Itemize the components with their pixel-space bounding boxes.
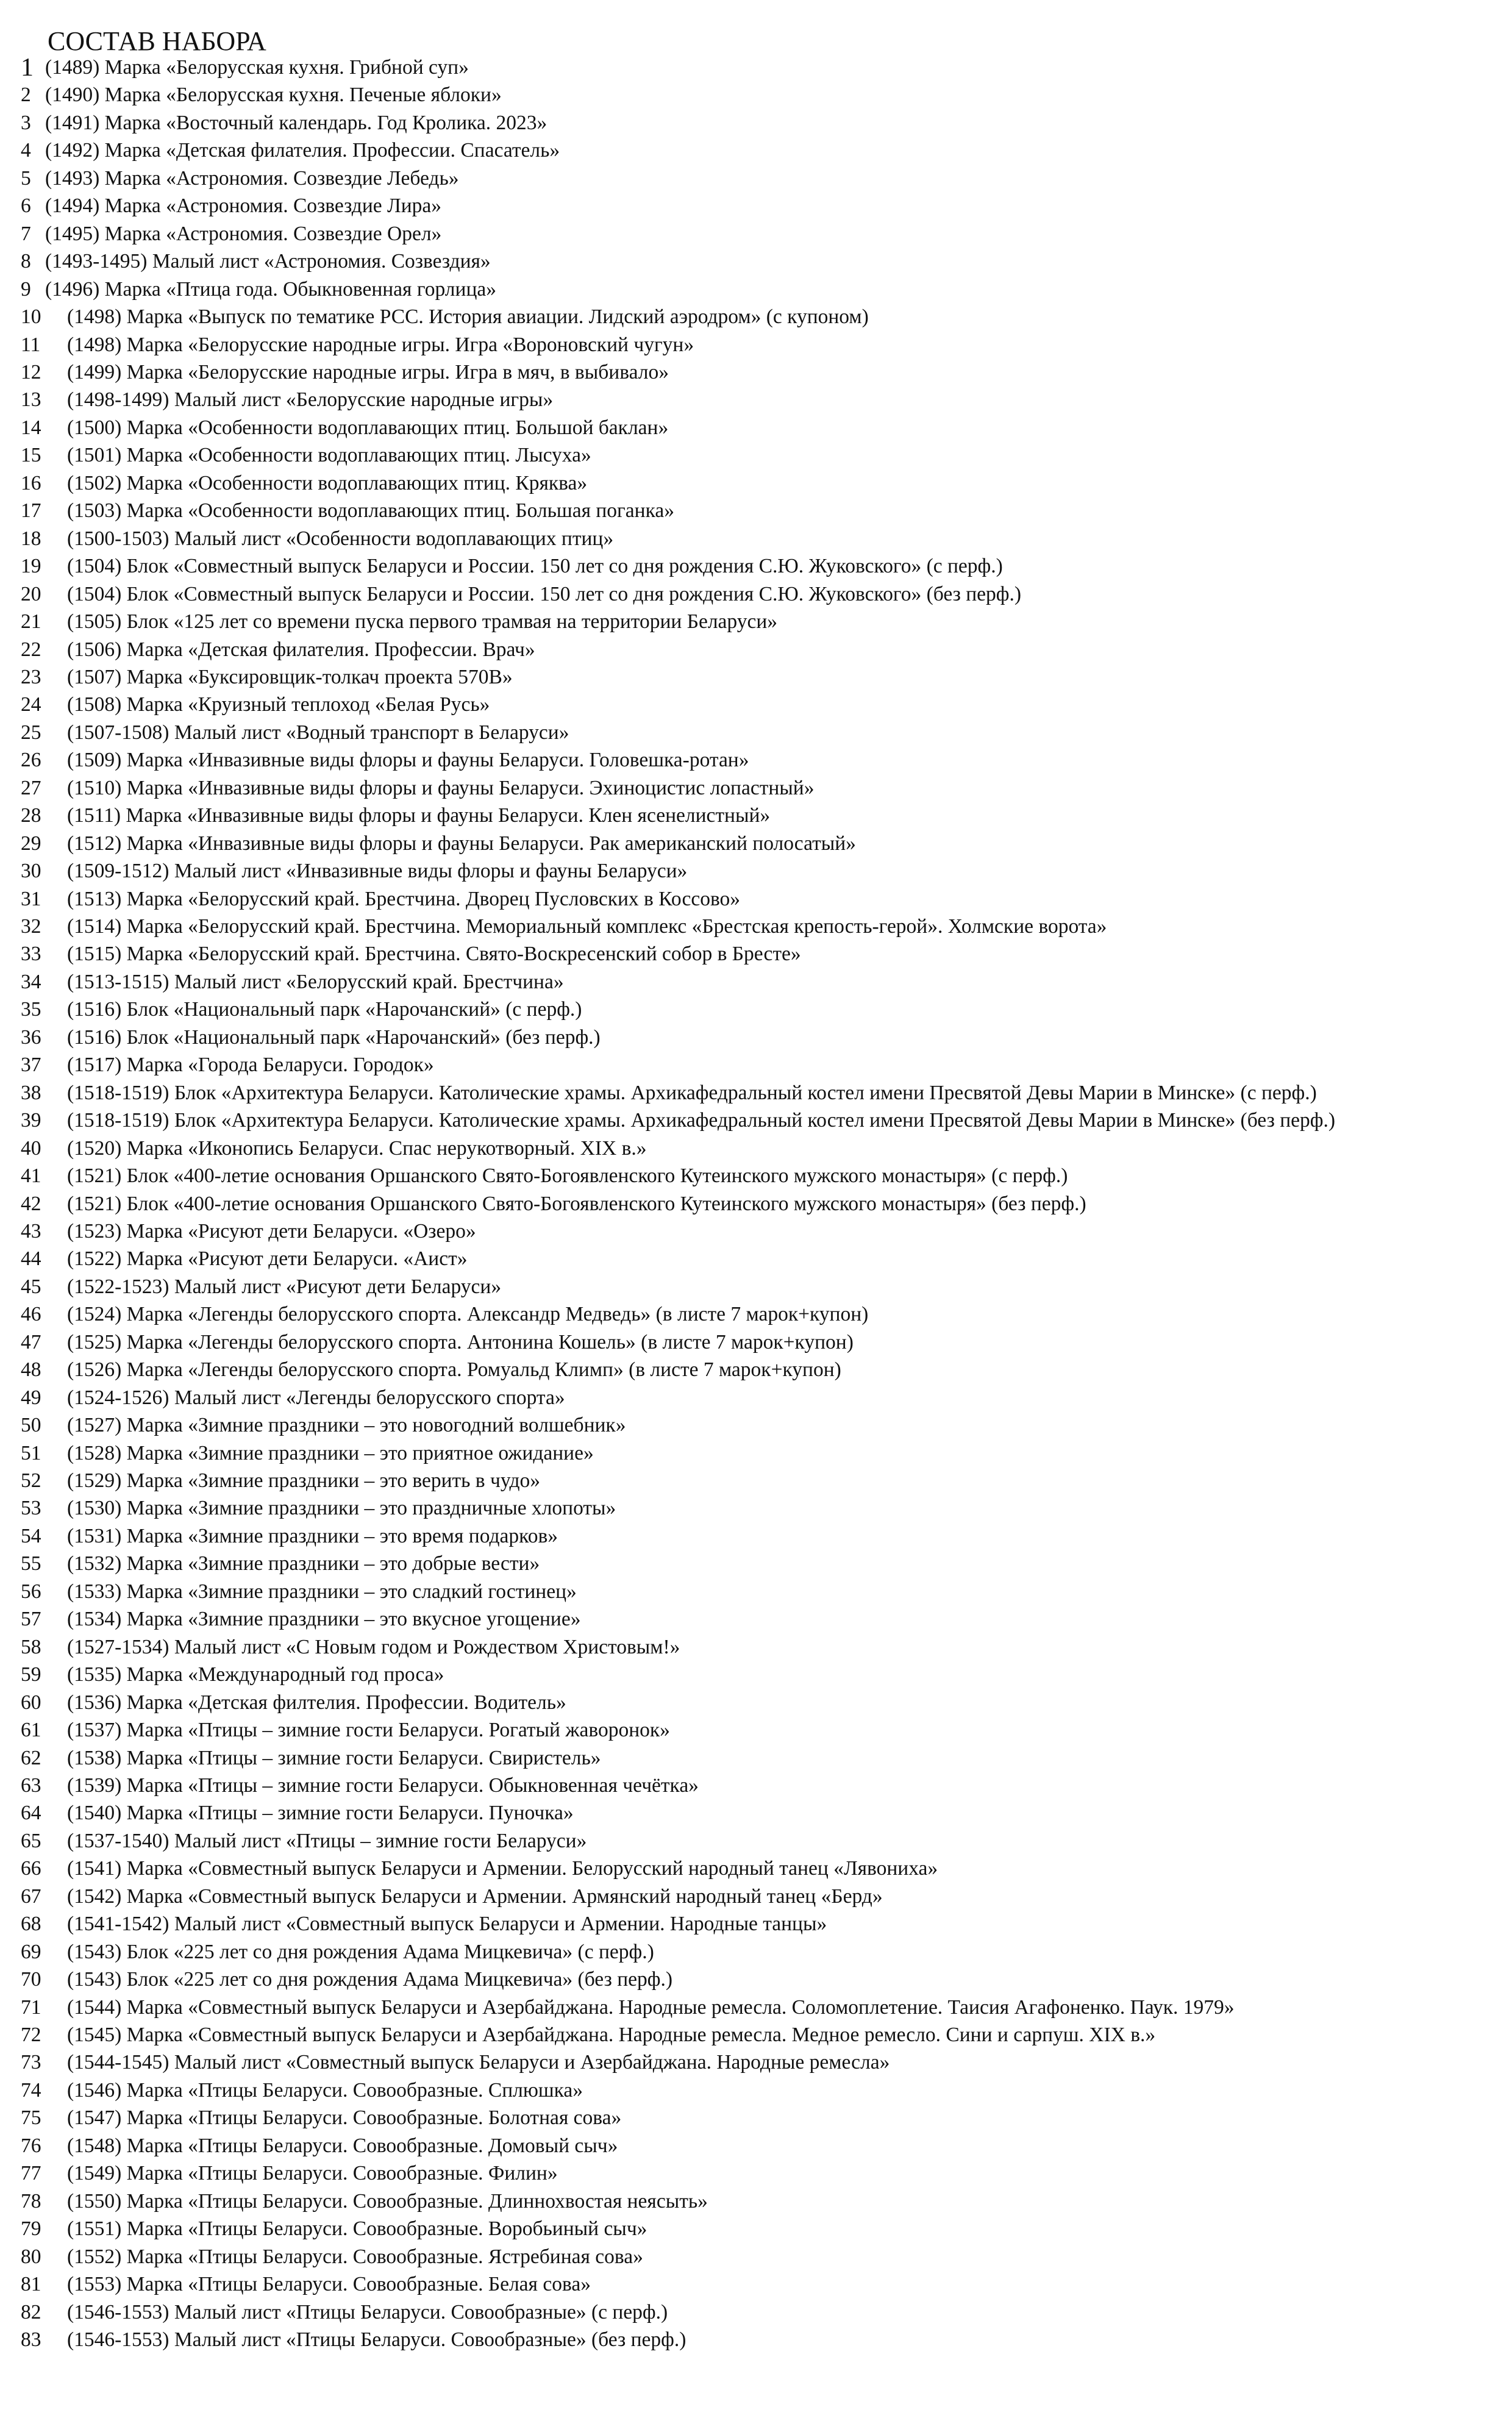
page-title: СОСТАВ НАБОРА bbox=[48, 26, 266, 56]
item-number: 32 bbox=[21, 915, 41, 938]
item-text: (1537-1540) Малый лист «Птицы – зимние гости Беларуси» bbox=[67, 1829, 587, 1852]
item-text: (1507) Марка «Буксировщик-толкач проекта 570В» bbox=[67, 665, 513, 688]
item-text: (1500-1503) Малый лист «Особенности водоплавающих птиц» bbox=[67, 527, 614, 550]
item-text: (1498) Марка «Белорусские народные игры. Игра «Вороновский чугун» bbox=[67, 333, 694, 356]
item-number: 53 bbox=[21, 1497, 41, 1520]
item-number: 18 bbox=[21, 527, 41, 550]
item-text: (1504) Блок «Совместный выпуск Беларуси и России. 150 лет со дня рождения С.Ю. Жуковского» (без перф.) bbox=[67, 582, 1022, 605]
item-text: (1547) Марка «Птицы Беларуси. Совообразные. Болотная сова» bbox=[67, 2106, 622, 2130]
item-number: 73 bbox=[21, 2051, 41, 2074]
item-number: 26 bbox=[21, 749, 41, 772]
item-number: 9 bbox=[21, 277, 31, 301]
item-text: (1532) Марка «Зимние праздники – это добрые вести» bbox=[67, 1552, 540, 1575]
item-text: (1538) Марка «Птицы – зимние гости Беларуси. Свиристель» bbox=[67, 1746, 601, 1769]
item-text: (1498-1499) Малый лист «Белорусские народные игры» bbox=[67, 388, 554, 412]
item-number: 56 bbox=[21, 1580, 41, 1603]
item-text: (1495) Марка «Астрономия. Созвездие Орел» bbox=[45, 222, 442, 245]
item-number: 58 bbox=[21, 1635, 41, 1658]
item-text: (1520) Марка «Иконопись Беларуси. Спас нерукотворный. XIX в.» bbox=[67, 1136, 647, 1160]
item-text: (1503) Марка «Особенности водоплавающих птиц. Большая поганка» bbox=[67, 499, 674, 522]
item-text: (1509-1512) Малый лист «Инвазивные виды флоры и фауны Беларуси» bbox=[67, 860, 688, 883]
item-number: 11 bbox=[21, 333, 41, 356]
item-text: (1534) Марка «Зимние праздники – это вкусное угощение» bbox=[67, 1608, 581, 1631]
item-text: (1524-1526) Малый лист «Легенды белорусского спорта» bbox=[67, 1386, 565, 1409]
item-text: (1546-1553) Малый лист «Птицы Беларуси. Совообразные» (без перф.) bbox=[67, 2328, 686, 2351]
item-number: 23 bbox=[21, 665, 41, 688]
item-text: (1521) Блок «400-летие основания Оршанского Свято-Богоявленского Кутеинского мужского монастыря» (с перф.) bbox=[67, 1164, 1068, 1187]
item-text: (1543) Блок «225 лет со дня рождения Адама Мицкевича» (без перф.) bbox=[67, 1968, 672, 1991]
item-number: 12 bbox=[21, 361, 41, 383]
item-text: (1540) Марка «Птицы – зимние гости Беларуси. Пуночка» bbox=[67, 1802, 574, 1825]
item-number: 36 bbox=[21, 1025, 41, 1049]
item-number: 27 bbox=[21, 776, 41, 799]
item-number: 82 bbox=[21, 2300, 41, 2323]
item-number: 8 bbox=[21, 250, 31, 273]
item-number: 67 bbox=[21, 1885, 41, 1908]
item-text: (1500) Марка «Особенности водоплавающих птиц. Большой баклан» bbox=[67, 416, 669, 439]
item-number: 49 bbox=[21, 1386, 41, 1409]
item-number: 15 bbox=[21, 444, 41, 467]
item-number: 74 bbox=[21, 2078, 41, 2102]
item-text: (1546-1553) Малый лист «Птицы Беларуси. Совообразные» (с перф.) bbox=[67, 2300, 668, 2323]
item-number: 75 bbox=[21, 2106, 41, 2130]
item-number: 25 bbox=[21, 721, 41, 744]
item-number: 51 bbox=[21, 1441, 41, 1464]
item-text: (1509) Марка «Инвазивные виды флоры и фауны Беларуси. Головешка-ротан» bbox=[67, 749, 749, 772]
item-text: (1506) Марка «Детская филателия. Профессии. Врач» bbox=[67, 638, 535, 661]
item-text: (1546) Марка «Птицы Беларуси. Совообразные. Сплюшка» bbox=[67, 2078, 583, 2102]
item-text: (1537) Марка «Птицы – зимние гости Беларуси. Рогатый жаворонок» bbox=[67, 1719, 670, 1741]
item-number: 71 bbox=[21, 1995, 41, 2019]
item-text: (1527) Марка «Зимние праздники – это новогодний волшебник» bbox=[67, 1414, 626, 1437]
item-text: (1515) Марка «Белорусский край. Брестчина. Свято-Воскресенский собор в Бресте» bbox=[67, 943, 801, 966]
item-number: 38 bbox=[21, 1081, 41, 1104]
item-number: 14 bbox=[21, 416, 41, 439]
item-text: (1541-1542) Малый лист «Совместный выпуск Беларуси и Армении. Народные танцы» bbox=[67, 1913, 827, 1936]
item-number: 40 bbox=[21, 1136, 41, 1160]
item-text: (1507-1508) Малый лист «Водный транспорт в Беларуси» bbox=[67, 721, 569, 744]
item-number: 31 bbox=[21, 887, 41, 910]
item-text: (1513-1515) Малый лист «Белорусский край. Брестчина» bbox=[67, 970, 564, 993]
item-number: 16 bbox=[21, 471, 41, 494]
item-number: 70 bbox=[21, 1968, 41, 1991]
item-number: 35 bbox=[21, 998, 41, 1021]
item-number: 1 bbox=[21, 54, 34, 82]
item-text: (1522) Марка «Рисуют дети Беларуси. «Аист» bbox=[67, 1247, 468, 1271]
item-number: 59 bbox=[21, 1663, 41, 1686]
item-text: (1526) Марка «Легенды белорусского спорта. Ромуальд Климп» (в листе 7 марок+купон) bbox=[67, 1358, 841, 1382]
item-text: (1518-1519) Блок «Архитектура Беларуси. Католические храмы. Архикафедральный костел имени Пресвятой Девы Марии в Минске» (без перф.) bbox=[67, 1109, 1335, 1132]
item-text: (1496) Марка «Птица года. Обыкновенная горлица» bbox=[45, 277, 496, 301]
item-text: (1536) Марка «Детская филтелия. Профессии. Водитель» bbox=[67, 1691, 566, 1714]
item-number: 54 bbox=[21, 1524, 41, 1547]
item-number: 62 bbox=[21, 1746, 41, 1769]
item-text: (1530) Марка «Зимние праздники – это праздничные хлопоты» bbox=[67, 1497, 616, 1520]
item-number: 76 bbox=[21, 2134, 41, 2157]
item-number: 44 bbox=[21, 1247, 41, 1271]
item-number: 66 bbox=[21, 1857, 41, 1880]
item-text: (1552) Марка «Птицы Беларуси. Совообразные. Ястребиная сова» bbox=[67, 2245, 643, 2268]
item-text: (1543) Блок «225 лет со дня рождения Адама Мицкевича» (с перф.) bbox=[67, 1940, 654, 1963]
item-number: 61 bbox=[21, 1719, 41, 1741]
item-number: 37 bbox=[21, 1054, 41, 1077]
item-number: 42 bbox=[21, 1192, 41, 1215]
item-number: 55 bbox=[21, 1552, 41, 1575]
item-number: 41 bbox=[21, 1164, 41, 1187]
item-text: (1516) Блок «Национальный парк «Нарочанский» (без перф.) bbox=[67, 1025, 601, 1049]
item-text: (1528) Марка «Зимние праздники – это приятное ожидание» bbox=[67, 1441, 594, 1464]
item-number: 57 bbox=[21, 1608, 41, 1631]
item-number: 80 bbox=[21, 2245, 41, 2268]
item-number: 13 bbox=[21, 388, 41, 412]
item-number: 50 bbox=[21, 1414, 41, 1437]
item-number: 65 bbox=[21, 1829, 41, 1852]
item-text: (1539) Марка «Птицы – зимние гости Беларуси. Обыкновенная чечётка» bbox=[67, 1774, 699, 1797]
item-number: 48 bbox=[21, 1358, 41, 1382]
item-number: 72 bbox=[21, 2024, 41, 2046]
item-text: (1553) Марка «Птицы Беларуси. Совообразные. Белая сова» bbox=[67, 2273, 591, 2295]
item-text: (1544-1545) Малый лист «Совместный выпуск Беларуси и Азербайджана. Народные ремесла» bbox=[67, 2051, 890, 2074]
item-text: (1550) Марка «Птицы Беларуси. Совообразные. Длиннохвостая неясыть» bbox=[67, 2189, 708, 2213]
item-number: 43 bbox=[21, 1219, 41, 1243]
item-number: 6 bbox=[21, 194, 31, 218]
item-number: 21 bbox=[21, 610, 41, 633]
item-text: (1541) Марка «Совместный выпуск Беларуси и Армении. Белорусский народный танец «Лявониха» bbox=[67, 1857, 938, 1880]
item-number: 33 bbox=[21, 943, 41, 966]
item-number: 68 bbox=[21, 1913, 41, 1936]
item-number: 2 bbox=[21, 84, 31, 107]
item-number: 30 bbox=[21, 860, 41, 883]
item-number: 69 bbox=[21, 1940, 41, 1963]
item-text: (1512) Марка «Инвазивные виды флоры и фауны Беларуси. Рак американский полосатый» bbox=[67, 832, 856, 855]
item-text: (1493-1495) Малый лист «Астрономия. Созвездия» bbox=[45, 250, 491, 273]
item-number: 17 bbox=[21, 499, 41, 522]
item-number: 19 bbox=[21, 555, 41, 578]
item-text: (1501) Марка «Особенности водоплавающих птиц. Лысуха» bbox=[67, 444, 591, 467]
item-text: (1542) Марка «Совместный выпуск Беларуси и Армении. Армянский народный танец «Берд» bbox=[67, 1885, 883, 1908]
item-number: 7 bbox=[21, 222, 31, 245]
item-text: (1549) Марка «Птицы Беларуси. Совообразные. Филин» bbox=[67, 2162, 558, 2185]
item-text: (1523) Марка «Рисуют дети Беларуси. «Озеро» bbox=[67, 1219, 476, 1243]
item-text: (1490) Марка «Белорусская кухня. Печеные яблоки» bbox=[45, 84, 502, 107]
item-text: (1499) Марка «Белорусские народные игры. Игра в мяч, в выбивало» bbox=[67, 361, 669, 383]
item-text: (1548) Марка «Птицы Беларуси. Совообразные. Домовый сыч» bbox=[67, 2134, 618, 2157]
item-text: (1524) Марка «Легенды белорусского спорта. Александр Медведь» (в листе 7 марок+купон) bbox=[67, 1303, 869, 1326]
item-text: (1521) Блок «400-летие основания Оршанского Свято-Богоявленского Кутеинского мужского монастыря» (без перф.) bbox=[67, 1192, 1086, 1215]
item-text: (1522-1523) Малый лист «Рисуют дети Беларуси» bbox=[67, 1275, 502, 1298]
item-text: (1514) Марка «Белорусский край. Брестчина. Мемориальный комплекс «Брестская крепость-герой». Холмские ворота» bbox=[67, 915, 1107, 938]
item-text: (1529) Марка «Зимние праздники – это верить в чудо» bbox=[67, 1469, 541, 1492]
item-number: 81 bbox=[21, 2273, 41, 2295]
item-text: (1516) Блок «Национальный парк «Нарочанский» (с перф.) bbox=[67, 998, 582, 1021]
item-text: (1508) Марка «Круизный теплоход «Белая Русь» bbox=[67, 693, 490, 716]
item-text: (1533) Марка «Зимние праздники – это сладкий гостинец» bbox=[67, 1580, 577, 1603]
item-number: 5 bbox=[21, 166, 31, 190]
item-text: (1531) Марка «Зимние праздники – это время подарков» bbox=[67, 1524, 558, 1547]
item-text: (1502) Марка «Особенности водоплавающих птиц. Кряква» bbox=[67, 471, 588, 494]
item-text: (1518-1519) Блок «Архитектура Беларуси. Католические храмы. Архикафедральный костел имени Пресвятой Девы Марии в Минске» (с перф.) bbox=[67, 1081, 1317, 1104]
item-number: 34 bbox=[21, 970, 41, 993]
item-text: (1513) Марка «Белорусский край. Брестчина. Дворец Пусловских в Коссово» bbox=[67, 887, 741, 910]
item-text: (1491) Марка «Восточный календарь. Год Кролика. 2023» bbox=[45, 111, 547, 134]
item-number: 64 bbox=[21, 1802, 41, 1825]
item-number: 79 bbox=[21, 2217, 41, 2241]
item-text: (1494) Марка «Астрономия. Созвездие Лира» bbox=[45, 194, 442, 218]
item-number: 20 bbox=[21, 582, 41, 605]
item-text: (1525) Марка «Легенды белорусского спорта. Антонина Кошель» (в листе 7 марок+купон) bbox=[67, 1330, 854, 1353]
item-text: (1511) Марка «Инвазивные виды флоры и фауны Беларуси. Клен ясенелистный» bbox=[67, 804, 771, 827]
item-text: (1489) Марка «Белорусская кухня. Грибной суп» bbox=[45, 56, 469, 79]
item-text: (1492) Марка «Детская филателия. Профессии. Спасатель» bbox=[45, 139, 560, 162]
item-text: (1527-1534) Малый лист «С Новым годом и Рождеством Христовым!» bbox=[67, 1635, 680, 1658]
item-number: 29 bbox=[21, 832, 41, 855]
item-number: 22 bbox=[21, 638, 41, 661]
item-text: (1544) Марка «Совместный выпуск Беларуси и Азербайджана. Народные ремесла. Соломоплетение. Таисия Агафоненко. Паук. 1979» bbox=[67, 1995, 1235, 2019]
item-number: 10 bbox=[21, 305, 41, 329]
item-number: 63 bbox=[21, 1774, 41, 1797]
item-number: 24 bbox=[21, 693, 41, 716]
item-text: (1517) Марка «Города Беларуси. Городок» bbox=[67, 1054, 434, 1077]
item-number: 83 bbox=[21, 2328, 41, 2351]
item-text: (1504) Блок «Совместный выпуск Беларуси и России. 150 лет со дня рождения С.Ю. Жуковского» (с перф.) bbox=[67, 555, 1003, 578]
item-number: 47 bbox=[21, 1330, 41, 1353]
item-text: (1535) Марка «Международный год проса» bbox=[67, 1663, 444, 1686]
item-number: 60 bbox=[21, 1691, 41, 1714]
item-number: 46 bbox=[21, 1303, 41, 1326]
item-text: (1493) Марка «Астрономия. Созвездие Лебедь» bbox=[45, 166, 459, 190]
item-number: 52 bbox=[21, 1469, 41, 1492]
item-number: 3 bbox=[21, 111, 31, 134]
item-number: 77 bbox=[21, 2162, 41, 2185]
item-text: (1551) Марка «Птицы Беларуси. Совообразные. Воробьиный сыч» bbox=[67, 2217, 647, 2241]
item-number: 4 bbox=[21, 139, 31, 162]
item-text: (1505) Блок «125 лет со времени пуска первого трамвая на территории Беларуси» bbox=[67, 610, 778, 633]
item-number: 45 bbox=[21, 1275, 41, 1298]
item-text: (1498) Марка «Выпуск по тематике РСС. История авиации. Лидский аэродром» (с купоном) bbox=[67, 305, 869, 329]
item-number: 28 bbox=[21, 804, 41, 827]
item-number: 78 bbox=[21, 2189, 41, 2213]
item-text: (1545) Марка «Совместный выпуск Беларуси и Азербайджана. Народные ремесла. Медное ремесло. Сини и сарпуш. XIX в.» bbox=[67, 2024, 1156, 2046]
item-text: (1510) Марка «Инвазивные виды флоры и фауны Беларуси. Эхиноцистис лопастный» bbox=[67, 776, 815, 799]
item-number: 39 bbox=[21, 1109, 41, 1132]
